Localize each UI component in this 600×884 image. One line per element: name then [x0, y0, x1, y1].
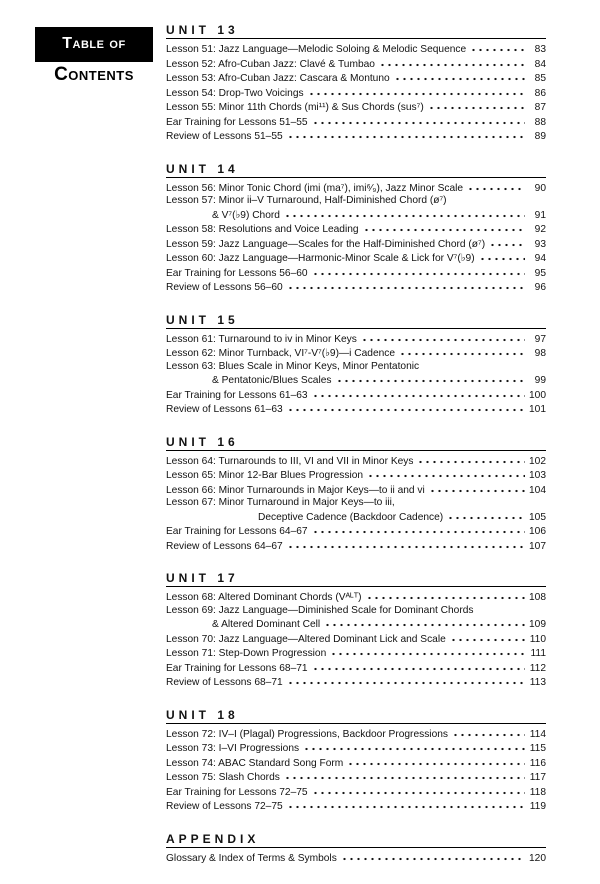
dot-leader	[428, 100, 525, 110]
dot-leader	[308, 86, 525, 96]
toc-line	[166, 617, 546, 632]
dot-leader	[341, 851, 525, 861]
toc-content	[166, 24, 546, 884]
entry-text: Lesson 62: Minor Turnback, VI⁷-V⁷(♭9)—i Cadence	[166, 348, 396, 359]
page-number: 116	[529, 757, 546, 769]
dot-leader	[284, 208, 525, 218]
page-number: 110	[529, 633, 546, 645]
dot-leader	[287, 402, 525, 412]
toc-entry	[166, 483, 546, 498]
toc-line	[166, 181, 546, 196]
unit-heading: UNIT 17	[166, 572, 546, 587]
page-number: 98	[534, 348, 546, 359]
page-number: 103	[529, 470, 546, 481]
entry-text: Lesson 52: Afro-Cuban Jazz: Clavé & Tumbao	[166, 58, 375, 70]
entry-text: Lesson 72: IV–I (Plagal) Progressions, Backdoor Progressions	[166, 728, 448, 740]
toc-unit	[166, 436, 546, 554]
toc-entry	[166, 785, 546, 800]
toc-line	[166, 539, 546, 554]
entry-text: Lesson 67: Minor Turnaround in Major Keys—to iii,	[166, 497, 395, 508]
toc-line	[166, 195, 546, 208]
toc-entry	[166, 756, 546, 771]
toc-line	[166, 332, 546, 347]
page-number: 99	[534, 375, 546, 386]
toc-line	[166, 524, 546, 539]
entry-text: Lesson 75: Slash Chords	[166, 772, 280, 783]
entry-text: Glossary & Index of Terms & Symbols	[166, 852, 337, 864]
dot-leader	[287, 675, 525, 685]
toc-line	[166, 402, 546, 417]
dot-leader	[312, 785, 525, 795]
entry-text: Review of Lessons 72–75	[166, 801, 283, 812]
dot-leader	[489, 237, 525, 247]
page-number: 106	[529, 526, 546, 537]
unit-heading: UNIT 18	[166, 709, 546, 724]
entry-text: Lesson 63: Blues Scale in Minor Keys, Minor Pentatonic	[166, 360, 420, 372]
toc-entry	[166, 86, 546, 101]
unit-entries	[166, 331, 546, 417]
toc-entry	[166, 57, 546, 72]
dot-leader	[394, 71, 525, 81]
page-number: 96	[534, 282, 546, 293]
toc-unit	[166, 709, 546, 814]
toc-line	[166, 251, 546, 266]
toc-entry	[166, 280, 546, 295]
dot-leader	[287, 129, 525, 139]
entry-text: Lesson 71: Step-Down Progression	[166, 648, 327, 659]
dot-leader	[470, 42, 525, 52]
page-number: 120	[529, 852, 546, 864]
toc-line	[166, 741, 546, 756]
entry-text: Review of Lessons 51–55	[166, 131, 283, 142]
unit-entries	[166, 453, 546, 554]
toc-unit	[166, 24, 546, 144]
unit-heading: UNIT 16	[166, 436, 546, 451]
toc-entry	[166, 727, 546, 742]
dot-leader	[336, 373, 526, 383]
toc-entry	[166, 799, 546, 814]
toc-entry	[166, 851, 546, 866]
toc-line	[166, 222, 546, 237]
page-number: 112	[529, 662, 546, 674]
toc-entry	[166, 675, 546, 690]
page-number: 95	[534, 267, 546, 279]
toc-line	[166, 727, 546, 742]
toc-line	[166, 497, 546, 510]
entry-text: & Pentatonic/Blues Scales	[212, 375, 332, 386]
toc-line	[166, 483, 546, 498]
unit-entries	[166, 726, 546, 814]
entry-text: Lesson 68: Altered Dominant Chords (Vᴬᴸᵀ)	[166, 592, 362, 603]
dot-leader	[452, 727, 525, 737]
toc-entry	[166, 454, 546, 469]
toc-line	[166, 346, 546, 361]
entry-text: Lesson 66: Minor Turnarounds in Major Keys—to ii and vi	[166, 484, 425, 496]
unit-heading: APPENDIX	[166, 833, 546, 848]
dot-leader	[287, 799, 525, 809]
toc-entry	[166, 129, 546, 144]
toc-entry	[166, 661, 546, 676]
toc-line	[166, 208, 546, 223]
toc-line	[166, 129, 546, 144]
entry-text: Review of Lessons 68–71	[166, 677, 283, 688]
dot-leader	[287, 539, 525, 549]
toc-entry	[166, 42, 546, 57]
toc-line	[166, 785, 546, 800]
page-number: 109	[529, 619, 546, 630]
toc-entry	[166, 222, 546, 237]
dot-leader	[361, 332, 525, 342]
toc-line	[166, 71, 546, 86]
toc-unit	[166, 163, 546, 295]
page-number: 111	[530, 648, 546, 659]
toc-line	[166, 86, 546, 101]
dot-leader	[330, 646, 525, 656]
page-number: 115	[529, 743, 546, 754]
dot-leader	[399, 346, 525, 356]
toc-title-block	[35, 27, 153, 86]
toc-entry	[166, 237, 546, 252]
toc-line	[166, 468, 546, 483]
page-number: 87	[534, 102, 546, 113]
dot-leader	[450, 632, 525, 642]
toc-line	[166, 799, 546, 814]
dot-leader	[429, 483, 525, 493]
page-number: 86	[534, 87, 546, 99]
entry-text: & Altered Dominant Cell	[212, 619, 321, 630]
entry-text: Lesson 58: Resolutions and Voice Leading	[166, 224, 359, 235]
entry-text: Lesson 51: Jazz Language—Melodic Soloing & Melodic Sequence	[166, 44, 467, 55]
page-number: 108	[529, 592, 546, 603]
dot-leader	[447, 510, 525, 520]
entry-text: Lesson 70: Jazz Language—Altered Dominant Lick and Scale	[166, 633, 446, 645]
page-number: 92	[534, 224, 546, 235]
toc-line	[166, 646, 546, 661]
toc-entry	[166, 71, 546, 86]
page-number: 117	[529, 772, 546, 783]
page-number: 101	[529, 404, 546, 415]
entry-text: Lesson 69: Jazz Language—Diminished Scale for Dominant Chords	[166, 604, 474, 616]
dot-leader	[312, 388, 525, 398]
toc-entry	[166, 195, 546, 222]
toc-line	[166, 237, 546, 252]
toc-title-box	[35, 27, 153, 62]
dot-leader	[367, 468, 525, 478]
toc-unit	[166, 572, 546, 690]
toc-entry	[166, 468, 546, 483]
toc-line	[166, 100, 546, 115]
toc-line	[166, 280, 546, 295]
entry-text: Ear Training for Lessons 61–63	[166, 389, 308, 401]
toc-entry	[166, 402, 546, 417]
page-number: 97	[534, 333, 546, 345]
page-number: 89	[534, 131, 546, 142]
dot-leader	[312, 661, 525, 671]
dot-leader	[324, 617, 525, 627]
toc-entry	[166, 251, 546, 266]
page-number: 119	[529, 801, 546, 812]
entry-text: Review of Lessons 56–60	[166, 282, 283, 293]
page-number: 90	[534, 182, 546, 194]
unit-heading: UNIT 14	[166, 163, 546, 178]
toc-entry	[166, 524, 546, 539]
toc-entry	[166, 590, 546, 605]
dot-leader	[303, 741, 525, 751]
toc-line	[166, 266, 546, 281]
toc-unit	[166, 833, 546, 866]
entry-text: Ear Training for Lessons 51–55	[166, 116, 308, 128]
entry-text: Lesson 65: Minor 12-Bar Blues Progression	[166, 470, 364, 481]
toc-entry	[166, 332, 546, 347]
entry-text: & V⁷(♭9) Chord	[212, 209, 280, 221]
toc-line	[166, 454, 546, 469]
page-number: 107	[529, 540, 546, 552]
entry-text: Lesson 56: Minor Tonic Chord (imi (ma⁷), imi⁶⁄₉), Jazz Minor Scale	[166, 182, 464, 194]
dot-leader	[479, 251, 525, 261]
toc-line	[166, 42, 546, 57]
toc-line	[166, 590, 546, 605]
toc-line	[166, 851, 546, 866]
toc-entry	[166, 741, 546, 756]
dot-leader	[379, 57, 525, 67]
toc-line	[166, 632, 546, 647]
entry-text: Lesson 53: Afro-Cuban Jazz: Cascara & Montuno	[166, 73, 390, 84]
unit-entries	[166, 589, 546, 690]
page-number: 94	[534, 253, 546, 264]
toc-entry	[166, 181, 546, 196]
entry-text: Ear Training for Lessons 64–67	[166, 526, 308, 537]
entry-text: Lesson 54: Drop-Two Voicings	[166, 87, 304, 99]
unit-entries	[166, 180, 546, 295]
toc-entry	[166, 632, 546, 647]
entry-text: Ear Training for Lessons 68–71	[166, 662, 308, 674]
dot-leader	[312, 115, 525, 125]
toc-entry	[166, 361, 546, 388]
toc-line	[166, 770, 546, 785]
toc-unit	[166, 314, 546, 417]
entry-text: Deceptive Cadence (Backdoor Cadence)	[258, 511, 444, 523]
dot-leader	[312, 524, 525, 534]
toc-line	[166, 373, 546, 388]
entry-text: Lesson 61: Turnaround to iv in Minor Keys	[166, 333, 357, 345]
toc-entry	[166, 539, 546, 554]
page-number: 85	[534, 73, 546, 84]
entry-text: Lesson 59: Jazz Language—Scales for the Half-Diminished Chord (ø⁷)	[166, 238, 486, 250]
entry-text: Ear Training for Lessons 72–75	[166, 786, 308, 798]
dot-leader	[417, 454, 525, 464]
toc-entry	[166, 346, 546, 361]
toc-entry	[166, 266, 546, 281]
dot-leader	[312, 266, 525, 276]
unit-heading: UNIT 15	[166, 314, 546, 329]
entry-text: Lesson 64: Turnarounds to III, VI and VII in Minor Keys	[166, 455, 414, 467]
dot-leader	[363, 222, 525, 232]
toc-line	[166, 661, 546, 676]
toc-entry	[166, 497, 546, 524]
unit-entries	[166, 41, 546, 144]
toc-title-line2: Contents	[54, 64, 134, 85]
entry-text: Lesson 57: Minor ii–V Turnaround, Half-Diminished Chord (ø⁷)	[166, 195, 447, 206]
toc-line	[166, 388, 546, 403]
page-number: 113	[529, 677, 546, 688]
toc-line	[166, 510, 546, 525]
page-number: 91	[534, 209, 546, 221]
page-number: 104	[529, 484, 546, 496]
page-number: 88	[534, 116, 546, 128]
toc-line	[166, 57, 546, 72]
page-number: 118	[529, 786, 546, 798]
entry-text: Review of Lessons 61–63	[166, 404, 283, 415]
toc-entry	[166, 770, 546, 785]
entry-text: Lesson 60: Jazz Language—Harmonic-Minor Scale & Lick for V⁷(♭9)	[166, 253, 475, 264]
toc-entry	[166, 605, 546, 632]
entry-text: Lesson 55: Minor 11th Chords (mi¹¹) & Sus Chords (sus⁷)	[166, 102, 424, 113]
dot-leader	[287, 280, 525, 290]
entry-text: Ear Training for Lessons 56–60	[166, 267, 308, 279]
dot-leader	[284, 770, 525, 780]
page-number: 100	[529, 389, 546, 401]
page-number: 83	[534, 44, 546, 55]
toc-title-line1: Table of	[62, 35, 126, 52]
unit-entries	[166, 850, 546, 866]
dot-leader	[366, 590, 525, 600]
toc-entry	[166, 115, 546, 130]
dot-leader	[467, 181, 525, 191]
toc-line	[166, 115, 546, 130]
entry-text: Lesson 73: I–VI Progressions	[166, 743, 300, 754]
entry-text: Lesson 74: ABAC Standard Song Form	[166, 757, 344, 769]
entry-text: Review of Lessons 64–67	[166, 540, 283, 552]
toc-entry	[166, 388, 546, 403]
toc-entry	[166, 100, 546, 115]
page-number: 114	[529, 728, 546, 740]
toc-entry	[166, 646, 546, 661]
toc-line	[166, 675, 546, 690]
toc-line	[166, 756, 546, 771]
unit-heading: UNIT 13	[166, 24, 546, 39]
page-number: 102	[529, 455, 546, 467]
page-number: 84	[534, 58, 546, 70]
toc-line	[166, 361, 546, 374]
page-number: 105	[529, 511, 546, 523]
page-number: 93	[534, 238, 546, 250]
dot-leader	[347, 756, 525, 766]
toc-line	[166, 605, 546, 618]
